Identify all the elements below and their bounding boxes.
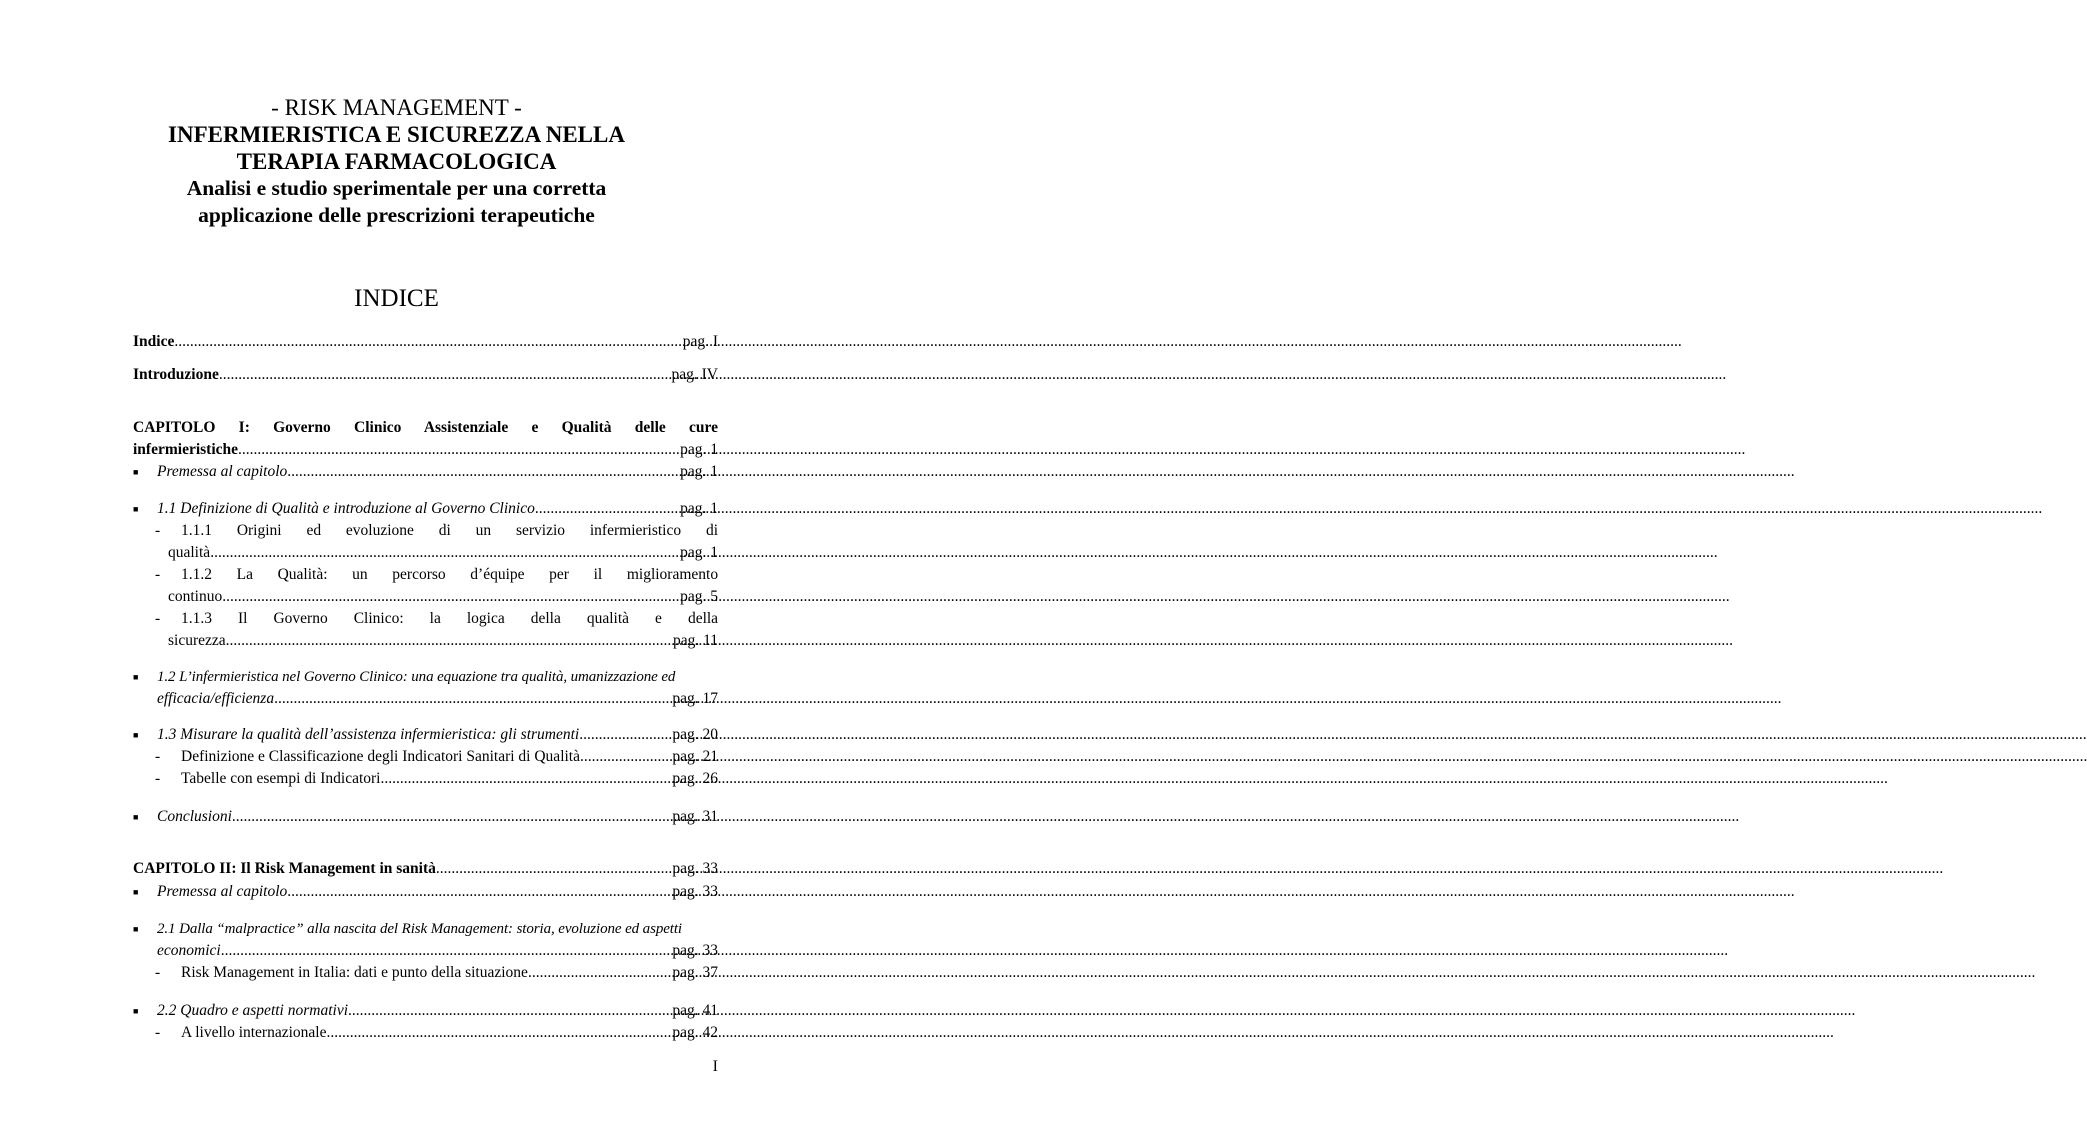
dot-leader xyxy=(579,724,672,746)
dash-marker: - xyxy=(155,610,161,627)
bullet-icon: ■ xyxy=(133,924,139,934)
toc-page: pag. 20 xyxy=(672,726,718,743)
toc-label: Premessa al capitolo xyxy=(157,883,288,900)
toc-label: 1.1 Definizione di Qualità e introduzione al Governo Clinico xyxy=(157,500,535,517)
toc-entry-1-1-1-line-1[interactable]: 1.1.1 Origini ed evoluzione di un servizio infermieristico di xyxy=(181,522,719,539)
bullet-icon: ■ xyxy=(133,504,139,514)
toc-entry-1-1-3-line-2[interactable] xyxy=(168,630,718,652)
dash-marker: - xyxy=(155,1024,161,1041)
toc-page: pag. 1 xyxy=(680,463,718,480)
dot-leader xyxy=(436,858,672,880)
toc-page: pag. IV xyxy=(671,366,718,383)
dot-leader xyxy=(219,364,672,386)
dash-marker: - xyxy=(155,522,161,539)
bullet-icon: ■ xyxy=(133,467,139,477)
toc-entry-premessa-2[interactable] xyxy=(157,881,718,903)
toc-chapter-1-line-1[interactable]: CAPITOLO I: Governo Clinico Assistenziale e Qualità delle cure xyxy=(133,419,719,436)
dot-leader xyxy=(528,962,672,984)
dash-marker: - xyxy=(155,964,161,981)
dot-leader xyxy=(238,439,680,461)
dot-leader xyxy=(326,1022,672,1044)
dot-leader xyxy=(226,630,673,652)
toc-entry-1-3[interactable] xyxy=(157,724,718,746)
dot-leader xyxy=(222,586,680,608)
toc-entry-indice[interactable] xyxy=(133,331,718,353)
toc-label: sicurezza xyxy=(168,632,226,649)
toc-page: pag. 33 xyxy=(672,860,718,877)
dash-marker: - xyxy=(155,748,161,765)
toc-label: qualità xyxy=(168,544,211,561)
table-of-contents xyxy=(133,0,718,1123)
toc-page: pag. 5 xyxy=(680,588,718,605)
toc-label: Tabelle con esempi di Indicatori xyxy=(181,770,381,787)
dash-marker: - xyxy=(155,566,161,583)
toc-label: A livello internazionale xyxy=(181,1024,327,1041)
bullet-icon: ■ xyxy=(133,672,139,682)
title-line-1: - RISK MANAGEMENT - xyxy=(271,95,522,120)
toc-label: continuo xyxy=(168,588,223,605)
toc-entry-1-1-2-line-2[interactable] xyxy=(168,586,718,608)
toc-page: pag. 1 xyxy=(680,544,718,561)
toc-entry-1-2-line-2[interactable] xyxy=(157,688,718,710)
dot-leader xyxy=(210,542,680,564)
toc-page: pag. I xyxy=(682,333,718,350)
page-number: I xyxy=(712,1058,718,1075)
subtitle-line-1: Analisi e studio sperimentale per una corretta xyxy=(186,176,607,200)
toc-page: pag. 37 xyxy=(672,964,718,981)
toc-entry-1-2-line-1[interactable]: 1.2 L’infermieristica nel Governo Clinico: una equazione tra qualità, umanizzazione ed xyxy=(157,669,676,685)
toc-page: pag. 33 xyxy=(672,942,718,959)
toc-page: pag. 26 xyxy=(672,770,718,787)
dot-leader xyxy=(174,331,682,353)
toc-entry-2-2[interactable] xyxy=(157,1000,718,1022)
indice-heading: INDICE xyxy=(354,285,439,312)
toc-entry-1-1-2-line-1[interactable]: 1.1.2 La Qualità: un percorso d’équipe per il miglioramento xyxy=(181,566,719,583)
toc-entry-1-1-3-line-1[interactable]: 1.1.3 Il Governo Clinico: la logica della qualità e della xyxy=(181,610,719,627)
toc-entry-2-2-internazionale[interactable] xyxy=(181,1022,718,1044)
toc-label: economici xyxy=(157,942,221,959)
toc-chapter-1-line-2[interactable] xyxy=(133,439,718,461)
dot-leader xyxy=(287,461,680,483)
dash-marker: - xyxy=(155,770,161,787)
toc-label: Introduzione xyxy=(133,366,219,383)
toc-label: Risk Management in Italia: dati e punto della situazione xyxy=(181,964,528,981)
toc-entry-conclusioni[interactable] xyxy=(157,806,718,828)
toc-page: pag. 31 xyxy=(672,808,718,825)
toc-label: 1.3 Misurare la qualità dell’assistenza infermieristica: gli strumenti xyxy=(157,726,580,743)
toc-page: pag. 1 xyxy=(680,441,718,458)
toc-label: Definizione e Classificazione degli Indicatori Sanitari di Qualità xyxy=(181,748,580,765)
dot-leader xyxy=(221,940,673,962)
title-line-2: INFERMIERISTICA E SICUREZZA NELLA xyxy=(168,122,625,147)
toc-page: pag. 1 xyxy=(680,500,718,517)
toc-entry-2-1-italia[interactable] xyxy=(181,962,718,984)
toc-page: pag. 33 xyxy=(672,883,718,900)
toc-page: pag. 21 xyxy=(672,748,718,765)
toc-label: Conclusioni xyxy=(157,808,232,825)
toc-entry-introduzione[interactable] xyxy=(133,364,718,386)
toc-page: pag. 11 xyxy=(672,632,718,649)
bullet-icon: ■ xyxy=(133,887,139,897)
toc-page: pag. 17 xyxy=(672,690,718,707)
toc-page: pag. 42 xyxy=(672,1024,718,1041)
toc-chapter-2[interactable] xyxy=(133,858,718,880)
dot-leader xyxy=(348,1000,672,1022)
dot-leader xyxy=(380,768,672,790)
toc-label: CAPITOLO II: Il Risk Management in sanità xyxy=(133,860,436,877)
dot-leader xyxy=(274,688,672,710)
dot-leader xyxy=(580,746,672,768)
toc-entry-1-1[interactable] xyxy=(157,498,718,520)
bullet-icon: ■ xyxy=(133,730,139,740)
toc-entry-2-1-line-2[interactable] xyxy=(157,940,718,962)
toc-label: Premessa al capitolo xyxy=(157,463,288,480)
bullet-icon: ■ xyxy=(133,812,139,822)
toc-entry-premessa-1[interactable] xyxy=(157,461,718,483)
toc-entry-2-1-line-1[interactable]: 2.1 Dalla “malpractice” alla nascita del Risk Management: storia, evoluzione ed aspetti xyxy=(157,921,682,937)
toc-entry-1-1-1-line-2[interactable] xyxy=(168,542,718,564)
title-line-3: TERAPIA FARMACOLOGICA xyxy=(236,149,557,174)
toc-page: pag. 41 xyxy=(672,1002,718,1019)
dot-leader xyxy=(287,881,672,903)
toc-label: infermieristiche xyxy=(133,441,239,458)
dot-leader xyxy=(232,806,672,828)
dot-leader xyxy=(535,498,680,520)
toc-label: Indice xyxy=(133,333,175,350)
subtitle-line-2: applicazione delle prescrizioni terapeutiche xyxy=(198,203,595,227)
toc-entry-1-3-indicatori[interactable] xyxy=(181,746,718,768)
toc-entry-1-3-tabelle[interactable] xyxy=(181,768,718,790)
toc-label: efficacia/efficienza xyxy=(157,690,275,707)
toc-label: 2.2 Quadro e aspetti normativi xyxy=(157,1002,349,1019)
bullet-icon: ■ xyxy=(133,1006,139,1016)
